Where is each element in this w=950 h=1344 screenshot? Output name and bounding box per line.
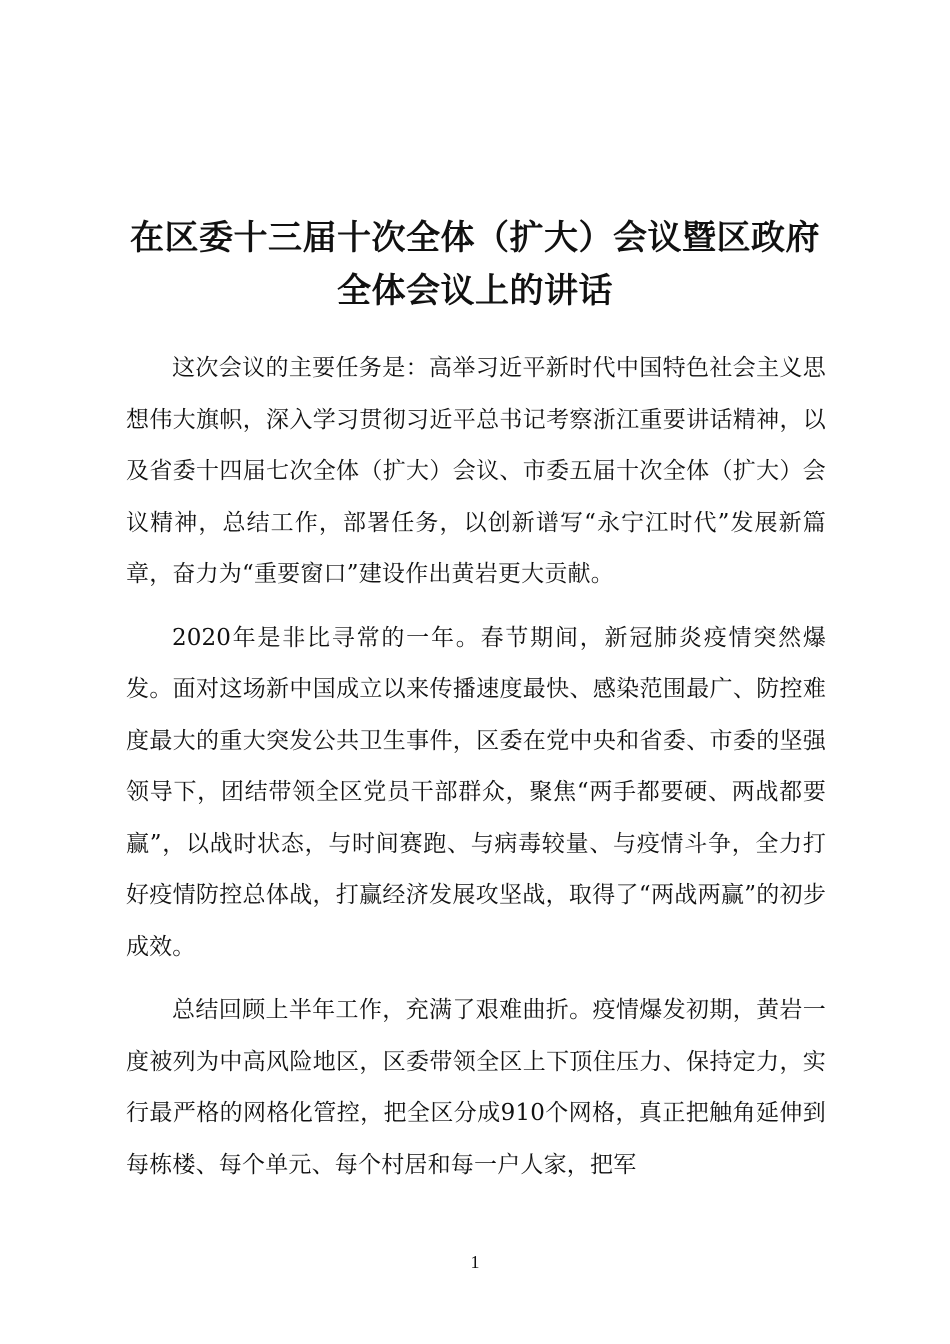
title-line-1: 在区委十三届十次全体（扩大）会议暨区政府	[130, 218, 820, 258]
title-line-2: 全体会议上的讲话	[337, 271, 613, 311]
paragraph: 2020年是非比寻常的一年。春节期间，新冠肺炎疫情突然爆发。面对这场新中国成立以来传播速度最快、感染范围最广、防控难度最大的重大突发公共卫生事件，区委在党中央和省委、市委的坚强领导下，团结带领全区党员干部群众，聚焦“两手都要硬、两战都要赢”，以战时状态，与时间赛跑、与病毒较量、与疫情斗争，全力打好疫情防控总体战，打赢经济发展攻坚战，取得了“两战两赢”的初步成效。	[126, 624, 826, 960]
document-body	[126, 343, 826, 1203]
paragraph: 总结回顾上半年工作，充满了艰难曲折。疫情爆发初期，黄岩一度被列为中高风险地区，区委带领全区上下顶住压力、保持定力，实行最严格的网格化管控，把全区分成910个网格，真正把触角延伸到每栋楼、每个单元、每个村居和每一户人家，把军	[126, 997, 826, 1178]
page-number: 1	[470, 1252, 480, 1272]
document-title	[0, 212, 950, 318]
paragraph: 这次会议的主要任务是：高举习近平新时代中国特色社会主义思想伟大旗帜，深入学习贯彻习近平总书记考察浙江重要讲话精神，以及省委十四届七次全体（扩大）会议、市委五届十次全体（扩大）会议精神，总结工作，部署任务，以创新谱写“永宁江时代”发展新篇章，奋力为“重要窗口”建设作出黄岩更大贡献。	[126, 355, 826, 587]
